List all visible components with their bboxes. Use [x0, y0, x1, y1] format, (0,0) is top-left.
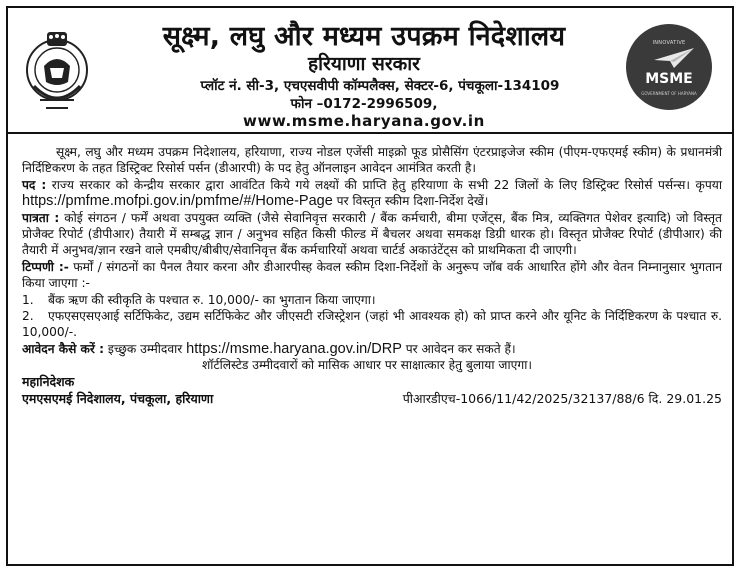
haryana-emblem-icon — [20, 26, 94, 116]
payment-item — [22, 292, 722, 308]
shortlist-note: शॉर्टलिस्टेड उम्मीदवारों को मासिक आधार पर साक्षात्कार हेतु बुलाया जाएगा। — [202, 358, 532, 373]
signer-title: महानिदेशक — [22, 373, 75, 389]
apply-text-b: पर आवेदन कर सकते हैं। — [401, 341, 516, 356]
apply-text-a: इच्छुक उम्मीदवार — [104, 341, 187, 356]
msme-logo-word: MSME — [645, 71, 693, 87]
payment-item — [22, 308, 722, 341]
intro-paragraph: सूक्ष्म, लघु और मध्यम उपक्रम निदेशालय, हरियाणा, राज्य नोडल एजेंसी माइक्रो फूड प्रोसैसिंग एंटरप्राइजेज स्कीम (पीएम-एफएमई स्कीम) के प्रधानमंत्री निर्दिष्टिकरण के तहत डिस्ट्रिक्ट रिसोर्स पर्सन (डीआरपी) के पद हेतु ऑनलाइन आवेदन आमंत्रित करती है। — [22, 145, 722, 176]
paper-plane-icon — [652, 46, 696, 70]
post-text-b: पर विस्तृत स्कीम दिशा-निर्देश देखें। — [332, 194, 489, 209]
post-label: पद : — [22, 177, 47, 192]
pmfme-link[interactable]: https://pmfme.mofpi.gov.in/pmfme/#/Home-Page — [22, 193, 333, 210]
eligibility-text: कोई संगठन / फर्में अथवा उपयुक्त व्यक्ति (जैसे सेवानिवृत्त सरकारी / बैंक कर्मचारी, बीमा एजेंट्स, बैंक मित्र, व्यक्तिगत पेशेवर इत्यादि) जो विस्तृत प्रोजैक्ट रिपोर्ट (डीपीआर) तैयारी में सम्बद्ध ज्ञान / अनुभव सहित किसी फील्ड में बैचलर अथवा समकक्ष डिग्री धारक हो। विस्तृत प्रोजैक्ट रिपोर्ट (डीपीआर) की तैयारी में अनुभव/ज्ञान रखने वाले एमबीए/बीबीए/सेवानिवृत्त बैंक कर्मचारियों अथवा चार्टर्ड अकाउंटेंट्स को प्राथमिकता दी जाएगी। — [22, 210, 723, 258]
payment-number: 1. — [22, 292, 34, 307]
payment-number: 2. — [22, 309, 34, 324]
office-title: सूक्ष्म, लघु और मध्यम उपक्रम निदेशालय — [162, 21, 566, 52]
header-website-link[interactable]: www.msme.haryana.gov.in — [243, 112, 485, 130]
msme-logo-tagline: INNOVATIVE — [652, 40, 686, 46]
msme-logo — [626, 24, 712, 110]
remark-text: फर्मों / संगठनों का पैनल तैयार करना और डीआरपीस्ह केवल स्कीम दिशा-निर्देशों के अनुरूप जॉब वर्क आधारित होंगे और वेतन निम्नानुसार भुगतान किया जाएगा :- — [22, 259, 722, 291]
post-text-a: राज्य सरकार को केन्द्रीय सरकार द्वारा आवंटित किये गये लक्ष्यों की प्राप्ति हेतु हरियाणा के सभी 22 जिलों के लिए डिस्ट्रिक्ट रिसोर्स पर्सन्स। कृपया — [46, 177, 723, 192]
remark-paragraph — [22, 259, 722, 292]
notice-footer — [22, 391, 722, 407]
payment-text: एफएसएसएआई सर्टिफिकेट, उद्यम सर्टिफिकेट और जीएसटी रजिस्ट्रेशन (जहां भी आवश्यक हो) को प्राप्त करने और यूनिट के निर्दिष्टिकरण के पश्चात रु. 10,000/-. — [22, 309, 722, 340]
apply-paragraph — [22, 341, 722, 357]
apply-link[interactable]: https://msme.haryana.gov.in/DRP — [186, 340, 402, 357]
notice-frame — [6, 6, 734, 566]
eligibility-label: पात्रता : — [22, 210, 60, 225]
eligibility-paragraph — [22, 210, 722, 259]
payment-text: बैंक ऋण की स्वीकृति के पश्चात रु. 10,000/- का भुगतान किया जाएगा। — [48, 292, 376, 307]
apply-label: आवेदन कैसे करें : — [22, 341, 105, 356]
office-address: प्लॉट नं. सी-3, एचएसवीपी कॉम्पलैक्स, सेक्टर-6, पंचकूला-134109 — [200, 78, 560, 94]
notice-header — [8, 8, 732, 134]
notice-body — [22, 144, 722, 408]
msme-logo-subtitle: GOVERNMENT OF HARYANA — [641, 91, 697, 96]
reference-number: पीआरडीएच-1066/11/42/2025/32137/88/6 दि. 29.01.25 — [402, 391, 722, 407]
signer-office: एमएसएमई निदेशालय, पंचकूला, हरियाणा — [22, 391, 214, 407]
remark-label: टिप्पणी :- — [22, 259, 69, 274]
office-phone: फोन –0172-2996509, — [290, 96, 438, 112]
government-name: हरियाणा सरकार — [308, 53, 420, 75]
post-paragraph — [22, 177, 722, 210]
